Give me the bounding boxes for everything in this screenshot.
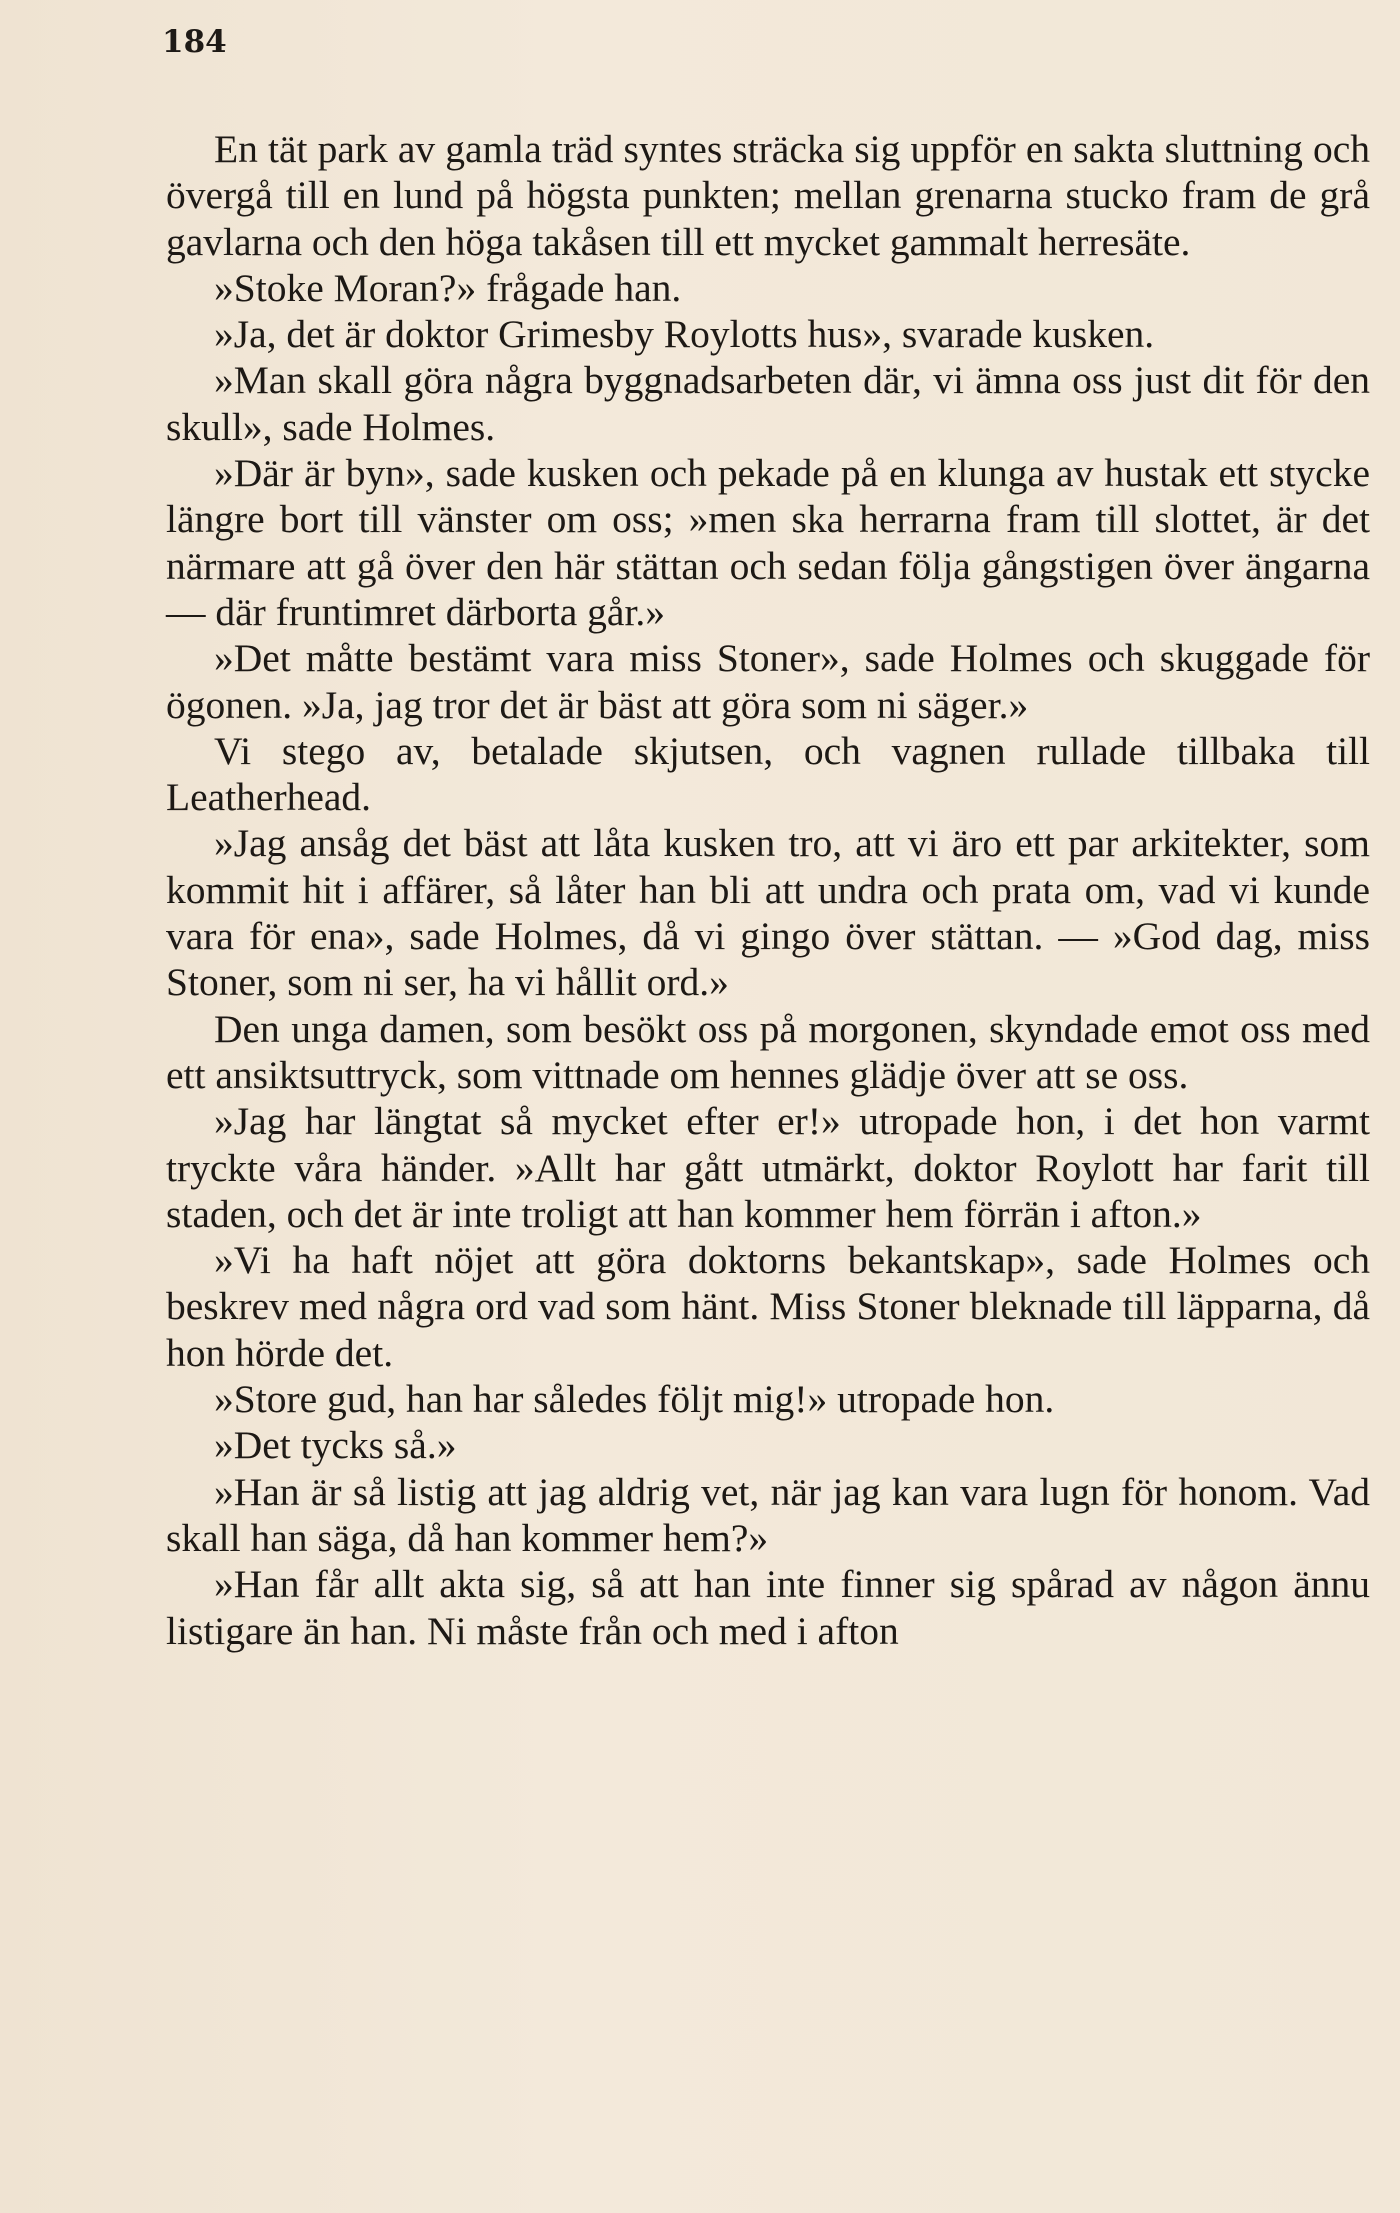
paragraph: »Han är så listig att jag aldrig vet, när jag kan vara lugn för honom. Vad skall han säga, då han kommer hem?» <box>166 1469 1370 1560</box>
paragraph: En tät park av gamla träd syntes sträcka sig uppför en sakta sluttning och övergå till en lund på högsta punkten; mellan grenarna stucko fram de grå gavlarna och den höga takåsen till ett mycket gammalt herresäte. <box>166 127 1370 264</box>
paragraph: »Det måtte bestämt vara miss Stoner», sade Holmes och skuggade för ögonen. »Ja, jag tror det är bäst att göra som ni säger.» <box>166 636 1370 727</box>
paragraph: »Han får allt akta sig, så att han inte finner sig spårad av någon ännu listigare än han. Ni måste från och med i afton <box>166 1562 1370 1653</box>
paragraph: Vi stego av, betalade skjutsen, och vagnen rullade tillbaka till Leatherhead. <box>166 728 1370 820</box>
paragraph: »Vi ha haft nöjet att göra doktorns bekantskap», sade Holmes och beskrev med några ord vad som hänt. Miss Stoner bleknade till läpparna, då hon hörde det. <box>166 1238 1370 1375</box>
paragraph: »Jag ansåg det bäst att låta kusken tro, att vi äro ett par arkitekter, som kommit hit i affärer, så låter han bli att undra och prata om, vad vi kunde vara för ena», sade Holmes, då vi gingo över stättan. — »God dag, miss Stoner, som ni ser, ha vi hållit ord.» <box>166 821 1370 1005</box>
paragraph: »Store gud, han har således följt mig!» utropade hon. <box>214 1377 1055 1422</box>
page-number: 184 <box>162 24 227 60</box>
paragraph: »Det tycks så.» <box>214 1423 457 1468</box>
paragraph: »Man skall göra några byggnadsarbeten där, vi ämna oss just dit för den skull», sade Holmes. <box>166 358 1370 449</box>
page-text <box>166 126 1370 1654</box>
paragraph: »Jag har längtat så mycket efter er!» utropade hon, i det hon varmt tryckte våra händer. »Allt har gått utmärkt, doktor Roylott har farit till staden, och det är inte troligt att han kommer hem förrän i afton.» <box>166 1099 1370 1236</box>
paragraph: Den unga damen, som besökt oss på morgonen, skyndade emot oss med ett ansiktsuttryck, som vittnade om hennes glädje över att se oss. <box>166 1006 1370 1097</box>
paragraph: »Stoke Moran?» frågade han. <box>214 265 682 310</box>
paragraph: »Ja, det är doktor Grimesby Roylotts hus», svarade kusken. <box>214 312 1155 357</box>
paragraph: »Där är byn», sade kusken och pekade på en klunga av hustak ett stycke längre bort till vänster om oss; »men ska herrarna fram till slottet, är det närmare att gå över den här stättan och sedan följa gångstigen över ängarna — där fruntimret därborta går.» <box>166 451 1370 634</box>
